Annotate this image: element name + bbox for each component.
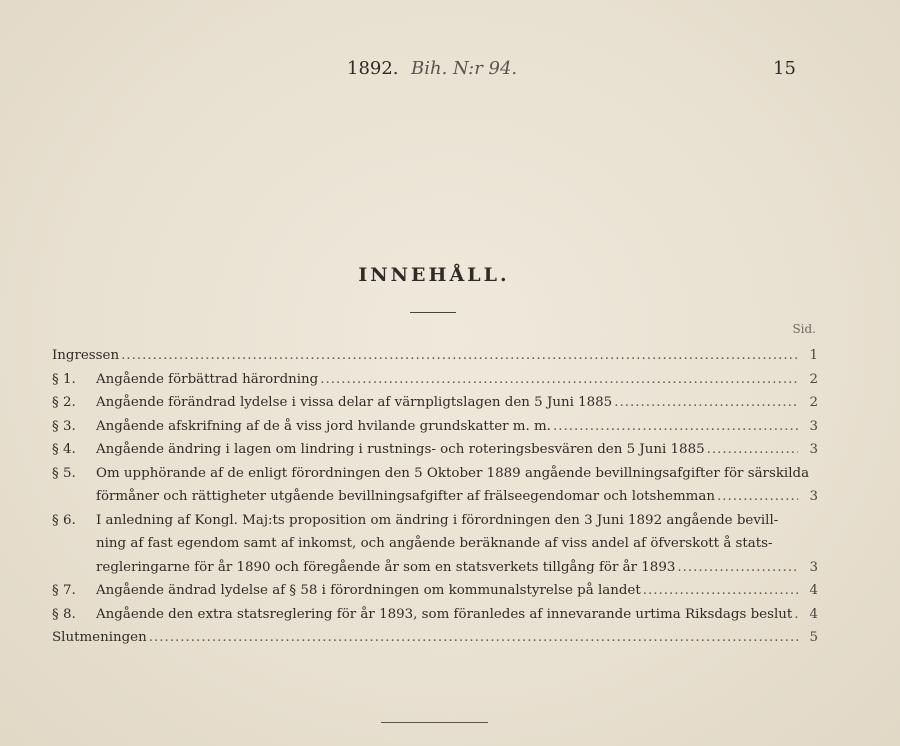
entry-text: Angående afskrifning af de å viss jord hvilande grundskatter m. m.	[96, 418, 551, 434]
page-column-header: Sid.	[792, 322, 816, 336]
entry-text: Angående den extra statsreglering för år 1893, som föranledes af innevarande urtima Riksdags beslut	[96, 606, 793, 622]
dot-leader	[794, 603, 798, 627]
dot-leader	[320, 368, 798, 392]
table-of-contents	[52, 344, 818, 650]
entry-text: Angående ändrad lydelse af § 58 i förordningen om kommunalstyrelse på landet	[96, 583, 641, 598]
section-number: § 8.	[52, 606, 76, 622]
section-number: § 4.	[52, 442, 76, 457]
toc-entry-line	[52, 509, 818, 533]
section-number: § 1.	[52, 371, 76, 387]
section-number: § 3.	[52, 418, 76, 434]
toc-entry-line	[52, 438, 818, 462]
entry-page-number: 1	[809, 348, 818, 363]
dot-leader	[707, 438, 798, 462]
toc-entry-line	[52, 368, 818, 392]
toc-entry-line	[52, 391, 818, 415]
entry-page-number: 3	[809, 442, 818, 457]
page-title: INNEHÅLL.	[358, 264, 510, 286]
toc-entry-line	[52, 462, 818, 486]
toc-entry-line	[52, 415, 818, 439]
toc-entry-line	[52, 485, 818, 509]
toc-entry-line	[52, 626, 818, 650]
entry-text: Slutmeningen	[52, 630, 147, 645]
dot-leader	[614, 391, 798, 415]
toc-entry-line	[52, 579, 818, 603]
entry-text: regleringarne för år 1890 och föregående år som en statsverkets tillgång för år 1893	[96, 559, 676, 575]
dot-leader	[553, 415, 798, 439]
entry-text: ning af fast egendom samt af inkomst, och angående beräknande af viss andel af öfverskott å stats-	[96, 536, 773, 551]
dot-leader	[677, 556, 798, 580]
entry-text: Angående förändrad lydelse i vissa delar af värnpligtslagen den 5 Juni 1885	[96, 395, 613, 410]
toc-entry-line	[52, 344, 818, 368]
section-number: § 6.	[52, 512, 76, 528]
header-reference: Bih. N:r 94.	[411, 58, 518, 79]
dot-leader	[121, 344, 798, 368]
title-divider	[410, 312, 456, 313]
entry-text: förmåner och rättigheter utgående bevillningsafgifter af frälseegendomar och lotshemman	[96, 489, 715, 504]
entry-page-number: 2	[809, 371, 818, 387]
toc-entry-line	[52, 556, 818, 580]
running-head	[0, 58, 900, 82]
dot-leader	[717, 485, 798, 509]
entry-page-number: 3	[809, 489, 818, 504]
entry-text: Angående ändring i lagen om lindring i rustnings- och roteringsbesvären den 5 Juni 1885	[96, 442, 705, 457]
header-page-number: 15	[773, 58, 796, 79]
entry-text: Om upphörande af de enligt förordningen den 5 Oktober 1889 angående bevillningsafgifter för särskilda	[96, 465, 810, 481]
dot-leader	[149, 626, 798, 650]
section-number: § 5.	[52, 465, 76, 481]
section-number: § 7.	[52, 583, 76, 598]
header-year: 1892.	[347, 58, 399, 79]
entry-page-number: 4	[809, 583, 818, 598]
toc-entry-line	[52, 532, 818, 556]
bottom-divider	[381, 722, 488, 723]
entry-page-number: 3	[809, 418, 818, 434]
entry-text: Ingressen	[52, 348, 120, 363]
dot-leader	[643, 579, 798, 603]
toc-entry-line	[52, 603, 818, 627]
entry-text: I anledning af Kongl. Maj:ts proposition om ändring i förordningen den 3 Juni 1892 angående bevill-	[96, 512, 779, 528]
entry-page-number: 4	[809, 606, 818, 622]
entry-page-number: 2	[809, 395, 818, 410]
entry-page-number: 5	[809, 630, 818, 645]
entry-text: Angående förbättrad härordning	[96, 371, 319, 387]
entry-page-number: 3	[809, 559, 818, 575]
section-number: § 2.	[52, 395, 76, 410]
